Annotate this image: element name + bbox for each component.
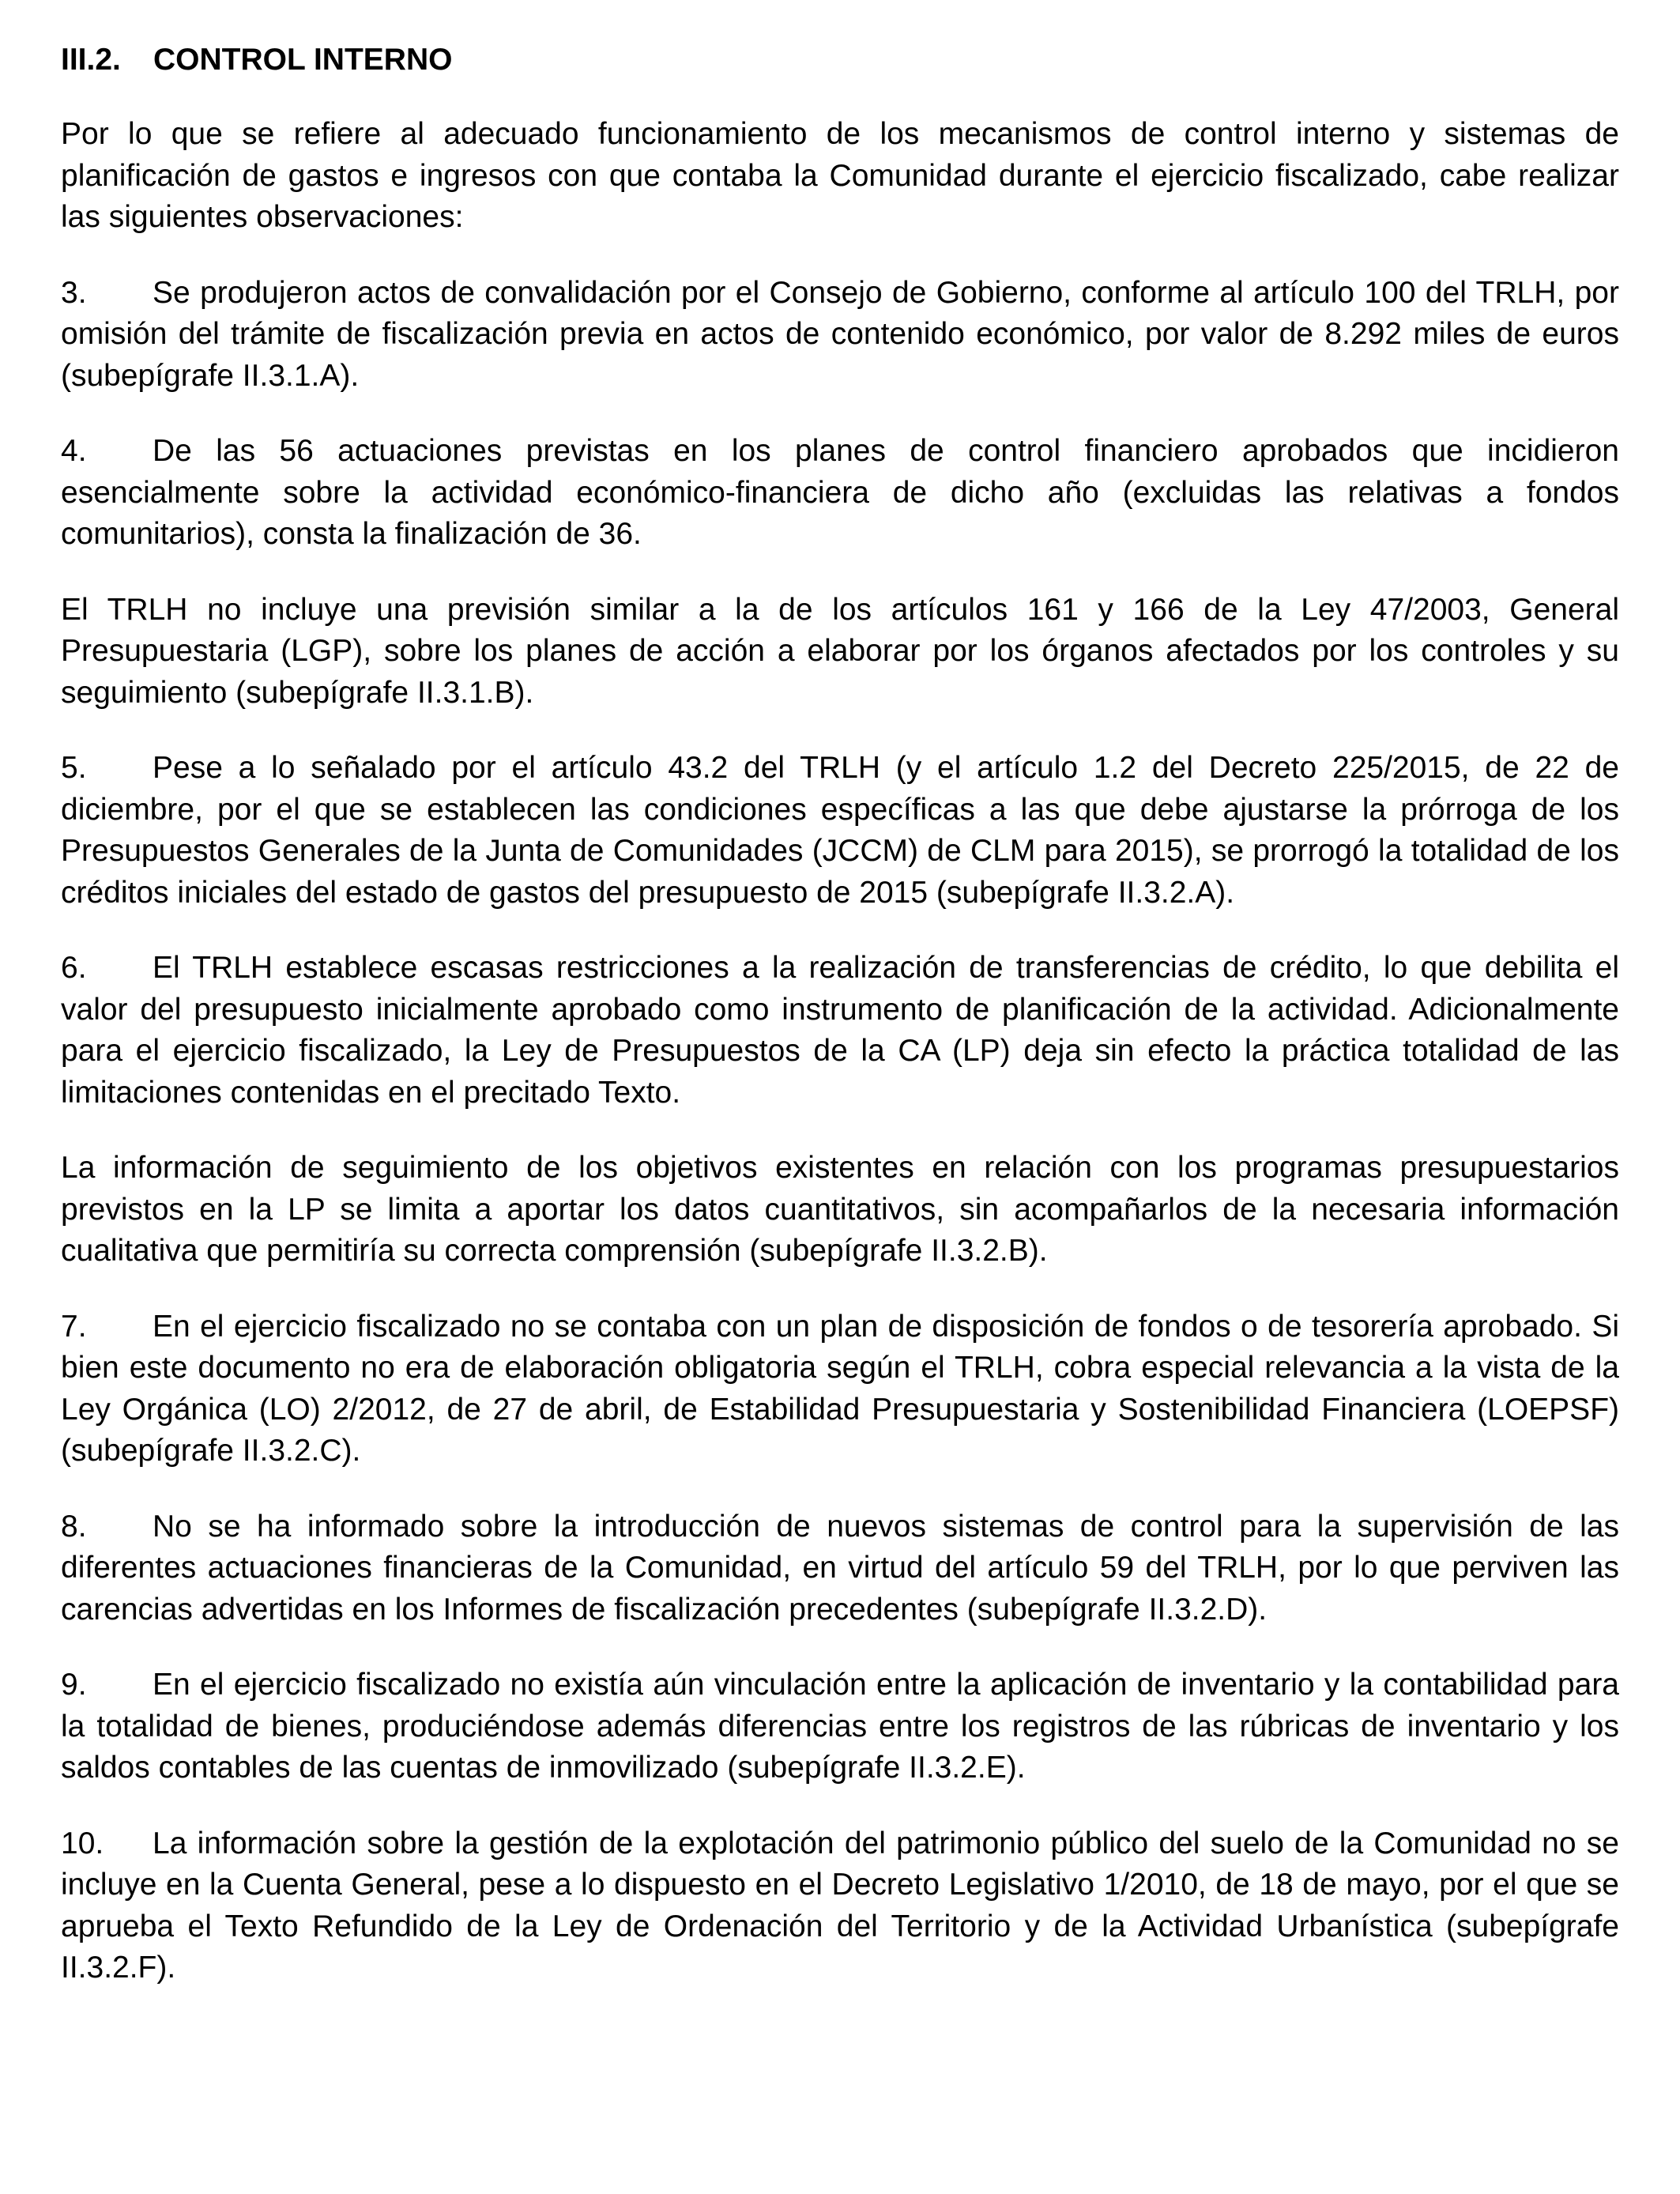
observation-text: No se ha informado sobre la introducción de nuevos sistemas de control para la supervisión de las diferentes actuaciones financieras de la Comunidad, en virtud del artículo 59 del TRLH, por lo que perviven las carencias advertidas en los Informes de fiscalización precedentes (subepígrafe II.3.2.D). — [61, 1509, 1619, 1627]
observation-text: En el ejercicio fiscalizado no existía aún vinculación entre la aplicación de inventario y la contabilidad para la totalidad de bienes, produciéndose además diferencias entre los registros de las rúbricas de inventario y los saldos contables de las cuentas de inmovilizado (subepígrafe II.3.2.E). — [61, 1668, 1619, 1785]
observation-7 — [61, 1306, 1619, 1472]
observation-text: La información sobre la gestión de la explotación del patrimonio público del suelo de la Comunidad no se incluye en la Cuenta General, pese a lo dispuesto en el Decreto Legislativo 1/2010, de 18 de mayo, por el que se aprueba el Texto Refundido de la Ley de Ordenación del Territorio y de la Actividad Urbanística (subepígrafe II.3.2.F). — [61, 1826, 1619, 1985]
observation-number: 10. — [61, 1826, 104, 1860]
observation-10 — [61, 1823, 1619, 1989]
observation-8 — [61, 1506, 1619, 1631]
observation-number: 3. — [61, 275, 87, 310]
observation-6 — [61, 948, 1619, 1114]
section-title: CONTROL INTERNO — [153, 43, 453, 77]
observation-text: De las 56 actuaciones previstas en los planes de control financiero aprobados que incidieron esencialmente sobre la actividad económico-financiera de dicho año (excluidas las relativas a fondos comunitarios), consta la finalización de 36. — [61, 434, 1619, 551]
observation-text: Se produjeron actos de convalidación por el Consejo de Gobierno, conforme al artículo 100 del TRLH, por omisión del trámite de fiscalización previa en actos de contenido económico, por valor de 8.292 miles de euros (subepígrafe II.3.1.A). — [61, 275, 1619, 393]
intro-paragraph: Por lo que se refiere al adecuado funcionamiento de los mecanismos de control interno y sistemas de planificación de gastos e ingresos con que contaba la Comunidad durante el ejercicio fiscalizado, cabe realizar las siguientes observaciones: — [61, 117, 1619, 234]
observation-5 — [61, 748, 1619, 914]
observation-3 — [61, 273, 1619, 398]
observation-4 — [61, 431, 1619, 556]
observation-number: 5. — [61, 751, 87, 785]
observation-6-continuation: La información de seguimiento de los objetivos existentes en relación con los programas presupuestarios previstos en la LP se limita a aportar los datos cuantitativos, sin acompañarlos de la necesaria información cualitativa que permitiría su correcta comprensión (subepígrafe II.3.2.B). — [61, 1151, 1619, 1268]
observation-text: El TRLH establece escasas restricciones a la realización de transferencias de crédito, lo que debilita el valor del presupuesto inicialmente aprobado como instrumento de planificación de la actividad. Adicionalmente para el ejercicio fiscalizado, la Ley de Presupuestos de la CA (LP) deja sin efecto la práctica totalidad de las limitaciones contenidas en el precitado Texto. — [61, 951, 1619, 1110]
observation-number: 9. — [61, 1668, 87, 1702]
observation-9 — [61, 1664, 1619, 1789]
observation-text: En el ejercicio fiscalizado no se contaba con un plan de disposición de fondos o de tesorería aprobado. Si bien este documento no era de elaboración obligatoria según el TRLH, cobra especial relevancia a la vista de la Ley Orgánica (LO) 2/2012, de 27 de abril, de Estabilidad Presupuestaria y Sostenibilidad Financiera (LOEPSF) (subepígrafe II.3.2.C). — [61, 1309, 1619, 1468]
observation-number: 7. — [61, 1309, 87, 1344]
document-page — [61, 40, 1619, 1989]
observation-number: 4. — [61, 434, 87, 468]
observation-text: Pese a lo señalado por el artículo 43.2 del TRLH (y el artículo 1.2 del Decreto 225/2015, de 22 de diciembre, por el que se establecen las condiciones específicas a las que debe ajustarse la prórroga de los Presupuestos Generales de la Junta de Comunidades (JCCM) de CLM para 2015), se prorrogó la totalidad de los créditos iniciales del estado de gastos del presupuesto de 2015 (subepígrafe II.3.2.A). — [61, 751, 1619, 910]
observation-number: 8. — [61, 1509, 87, 1544]
section-number: III.2. — [61, 43, 121, 77]
observation-4-continuation: El TRLH no incluye una previsión similar a la de los artículos 161 y 166 de la Ley 47/2003, General Presupuestaria (LGP), sobre los planes de acción a elaborar por los órganos afectados por los controles y su seguimiento (subepígrafe II.3.1.B). — [61, 592, 1619, 710]
section-heading — [61, 40, 1619, 81]
observation-number: 6. — [61, 951, 87, 985]
